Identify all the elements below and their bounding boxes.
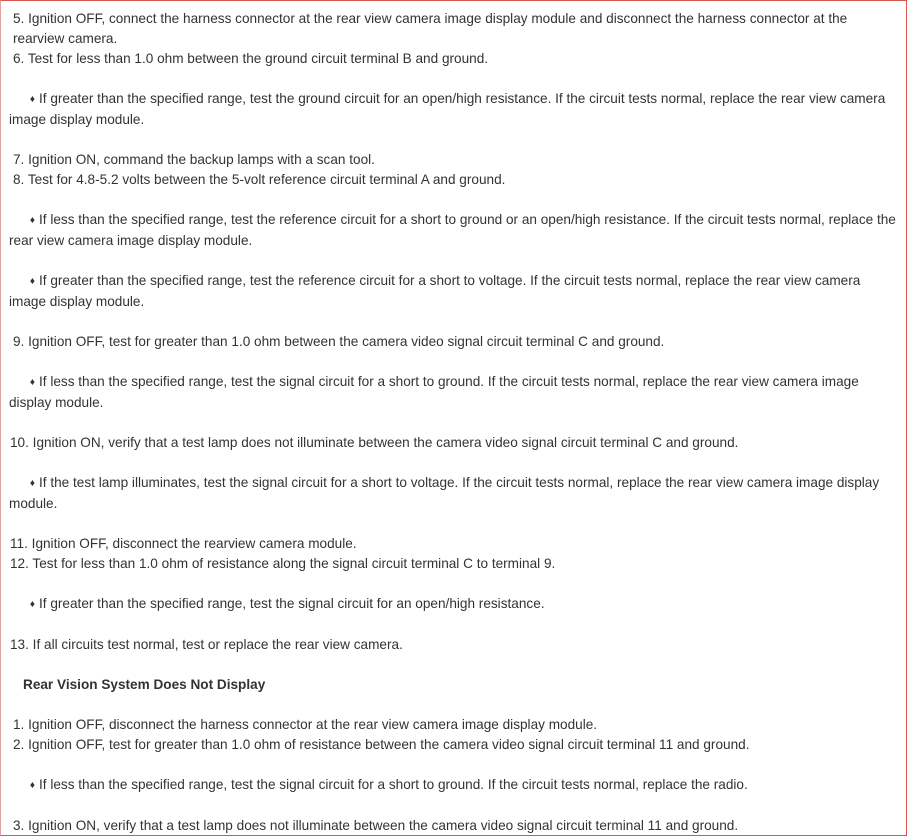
bullet-text: If less than the specified range, test the reference circuit for a short to ground or an open/high resistance. If the circuit tests normal, replace the rear view camera image display module. (9, 212, 896, 248)
diamond-bullet-icon: ♦ (29, 599, 35, 610)
spacer (9, 796, 896, 816)
spacer (9, 312, 896, 332)
procedure-step: 1. Ignition OFF, disconnect the harness connector at the rear view camera image display module. (13, 717, 598, 732)
bullet-text: If greater than the specified range, test the reference circuit for a short to voltage. If the circuit tests normal, replace the rear view camera image display module. (9, 273, 861, 309)
spacer (9, 514, 896, 534)
bullet-text: If less than the specified range, test the signal circuit for a short to ground. If the circuit tests normal, replace the rear view camera image display module. (9, 374, 859, 410)
procedure-step: 3. Ignition ON, verify that a test lamp does not illuminate between the camera video signal circuit terminal 11 and ground. (13, 818, 739, 833)
bullet-text: If the test lamp illuminates, test the signal circuit for a short to voltage. If the circuit tests normal, replace the rear view camera image display module. (9, 475, 880, 511)
spacer (9, 190, 896, 210)
diamond-bullet-icon: ♦ (29, 478, 35, 489)
bullet-text: If less than the specified range, test the signal circuit for a short to ground. If the circuit tests normal, replace the radio. (39, 777, 748, 792)
procedure-step: 10. Ignition ON, verify that a test lamp does not illuminate between the camera video signal circuit terminal C and ground. (10, 435, 739, 450)
spacer (9, 69, 896, 89)
procedure-step: 8. Test for 4.8-5.2 volts between the 5-volt reference circuit terminal A and ground. (13, 172, 506, 187)
procedure-step: 5. Ignition OFF, connect the harness connector at the rear view camera image display module and disconnect the harness connector at the rearview camera. (13, 11, 848, 46)
spacer (9, 574, 896, 594)
bullet-item (9, 271, 896, 312)
diamond-bullet-icon: ♦ (29, 276, 35, 287)
diamond-bullet-icon: ♦ (29, 780, 35, 791)
diamond-bullet-icon: ♦ (29, 377, 35, 388)
spacer (9, 413, 896, 433)
bullet-item (9, 594, 896, 615)
bullet-item (9, 210, 896, 251)
diamond-bullet-icon: ♦ (29, 215, 35, 226)
spacer (9, 251, 896, 271)
diamond-bullet-icon: ♦ (29, 94, 35, 105)
bullet-text: If greater than the specified range, test the ground circuit for an open/high resistance. If the circuit tests normal, replace the rear view camera image display module. (9, 91, 886, 127)
bullet-item (9, 473, 896, 514)
procedure-content (9, 9, 896, 836)
bullet-item (9, 372, 896, 413)
procedure-step: 13. If all circuits test normal, test or replace the rear view camera. (10, 637, 403, 652)
spacer (9, 695, 896, 715)
spacer (9, 352, 896, 372)
bullet-text: If greater than the specified range, test the signal circuit for an open/high resistance. (39, 596, 545, 611)
section-heading: Rear Vision System Does Not Display (23, 677, 266, 692)
procedure-step: 6. Test for less than 1.0 ohm between the ground circuit terminal B and ground. (13, 51, 489, 66)
spacer (9, 130, 896, 150)
procedure-step: 9. Ignition OFF, test for greater than 1.0 ohm between the camera video signal circuit terminal C and ground. (13, 334, 665, 349)
procedure-step: 12. Test for less than 1.0 ohm of resistance along the signal circuit terminal C to terminal 9. (10, 556, 556, 571)
bullet-item (9, 89, 896, 130)
spacer (9, 655, 896, 675)
bullet-item (9, 775, 896, 796)
procedure-step: 2. Ignition OFF, test for greater than 1.0 ohm of resistance between the camera video signal circuit terminal 11 and ground. (13, 737, 750, 752)
spacer (9, 615, 896, 635)
spacer (9, 755, 896, 775)
procedure-step: 7. Ignition ON, command the backup lamps with a scan tool. (13, 152, 375, 167)
procedure-step: 11. Ignition OFF, disconnect the rearview camera module. (10, 536, 357, 551)
spacer (9, 453, 896, 473)
